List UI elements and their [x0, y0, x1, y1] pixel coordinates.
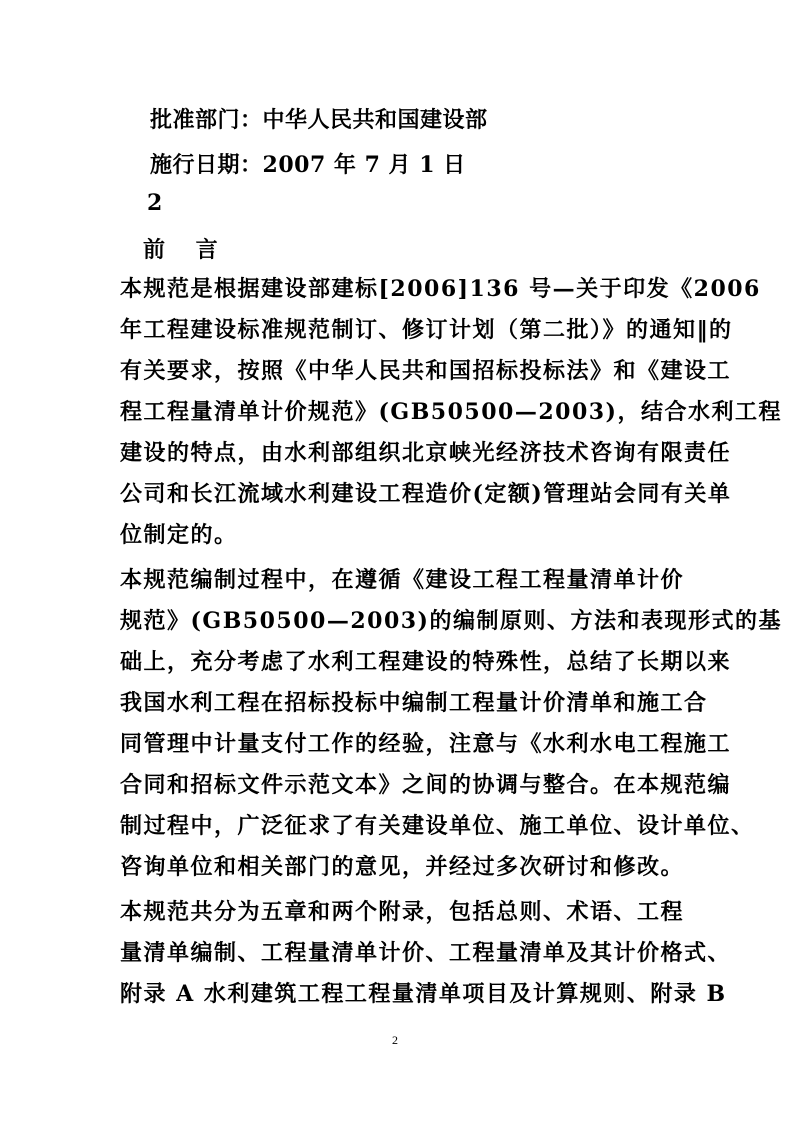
paragraph-1-line: 程工程量清单计价规范》(GB50500—2003)，结合水利工程: [120, 399, 782, 425]
paragraph-2-line: 咨询单位和相关部门的意见，并经过多次研讨和修改。: [120, 854, 685, 880]
effective-date-value: 2007 年 7 月 1 日: [262, 152, 466, 178]
paragraph-1-line: 有关要求，按照《中华人民共和国招标投标法》和《建设工: [120, 358, 732, 384]
paragraph-1-line: 年工程建设标准规范制订、修订计划（第二批）》的通知‖的: [120, 317, 733, 343]
preface-title: 前 言: [143, 237, 218, 263]
paragraph-3-line: 附录 A 水利建筑工程工程量清单项目及计算规则、附录 B: [120, 981, 727, 1007]
effective-date-label: 施行日期：: [150, 152, 263, 178]
paragraph-1-line: 公司和长江流域水利建设工程造价(定额)管理站会同有关单: [120, 481, 732, 507]
paragraph-2-line: 制过程中，广泛征求了有关建设单位、施工单位、设计单位、: [120, 813, 755, 839]
paragraph-2-line: 本规范编制过程中，在遵循《建设工程工程量清单计价: [120, 567, 685, 593]
paragraph-2-line: 我国水利工程在招标投标中编制工程量计价清单和施工合: [120, 690, 708, 716]
paragraph-1-line: 位制定的。: [120, 522, 238, 548]
approval-line: [150, 103, 488, 134]
approval-label: 批准部门：: [150, 107, 263, 133]
paragraph-1-line: 建设的特点，由水利部组织北京峡光经济技术咨询有限责任: [120, 440, 732, 466]
paragraph-2-line: 规范》(GB50500—2003)的编制原则、方法和表现形式的基: [120, 608, 782, 634]
approval-value: 中华人民共和国建设部: [262, 107, 488, 133]
paragraph-3-line: 量清单编制、工程量清单计价、工程量清单及其计价格式、: [120, 940, 732, 966]
page-number: 2: [392, 1033, 398, 1047]
paragraph-2-line: 同管理中计量支付工作的经验，注意与《水利水电工程施工: [120, 731, 732, 757]
paragraph-2-line: 合同和招标文件示范文本》之间的协调与整合。在本规范编: [120, 772, 732, 798]
section-number: 2: [147, 190, 163, 216]
effective-date-line: [150, 148, 466, 179]
paragraph-1-line: 本规范是根据建设部建标[2006]136 号—关于印发《2006: [120, 276, 761, 302]
paragraph-3-line: 本规范共分为五章和两个附录，包括总则、术语、工程: [120, 899, 685, 925]
paragraph-2-line: 础上，充分考虑了水利工程建设的特殊性，总结了长期以来: [120, 649, 732, 675]
